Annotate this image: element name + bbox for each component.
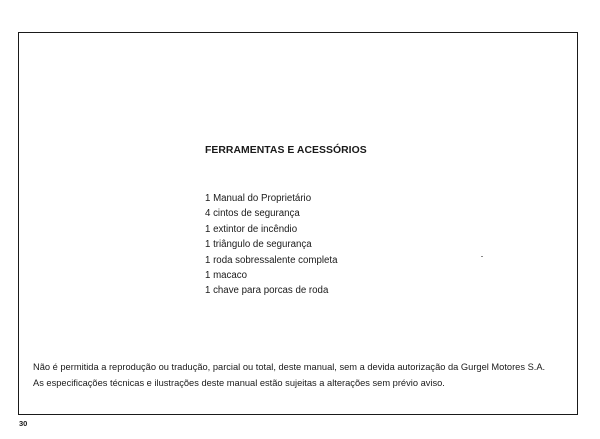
copyright-notice: Não é permitida a reprodução ou tradução, parcial ou total, deste manual, sem a devida autorização da Gurgel Motores S.A.: [33, 362, 546, 372]
list-item: 1 triângulo de segurança: [205, 239, 312, 251]
list-item: 1 roda sobressalente completa: [205, 254, 338, 266]
tools-accessories-list: [205, 191, 337, 299]
section-heading: FERRAMENTAS E ACESSÓRIOS: [205, 145, 367, 156]
list-item: 1 extintor de incêndio: [205, 223, 298, 235]
page-number: 30: [19, 419, 28, 428]
specifications-notice: As especificações técnicas e ilustrações deste manual estão sujeitas a alterações sem prévio aviso.: [33, 378, 445, 388]
list-item: 1 macaco: [205, 269, 247, 281]
list-item: 1 chave para porcas de roda: [205, 285, 329, 297]
list-item: 1 Manual do Proprietário: [205, 193, 312, 204]
list-item: 4 cintos de segurança: [205, 208, 300, 220]
scan-speck: [481, 256, 483, 257]
